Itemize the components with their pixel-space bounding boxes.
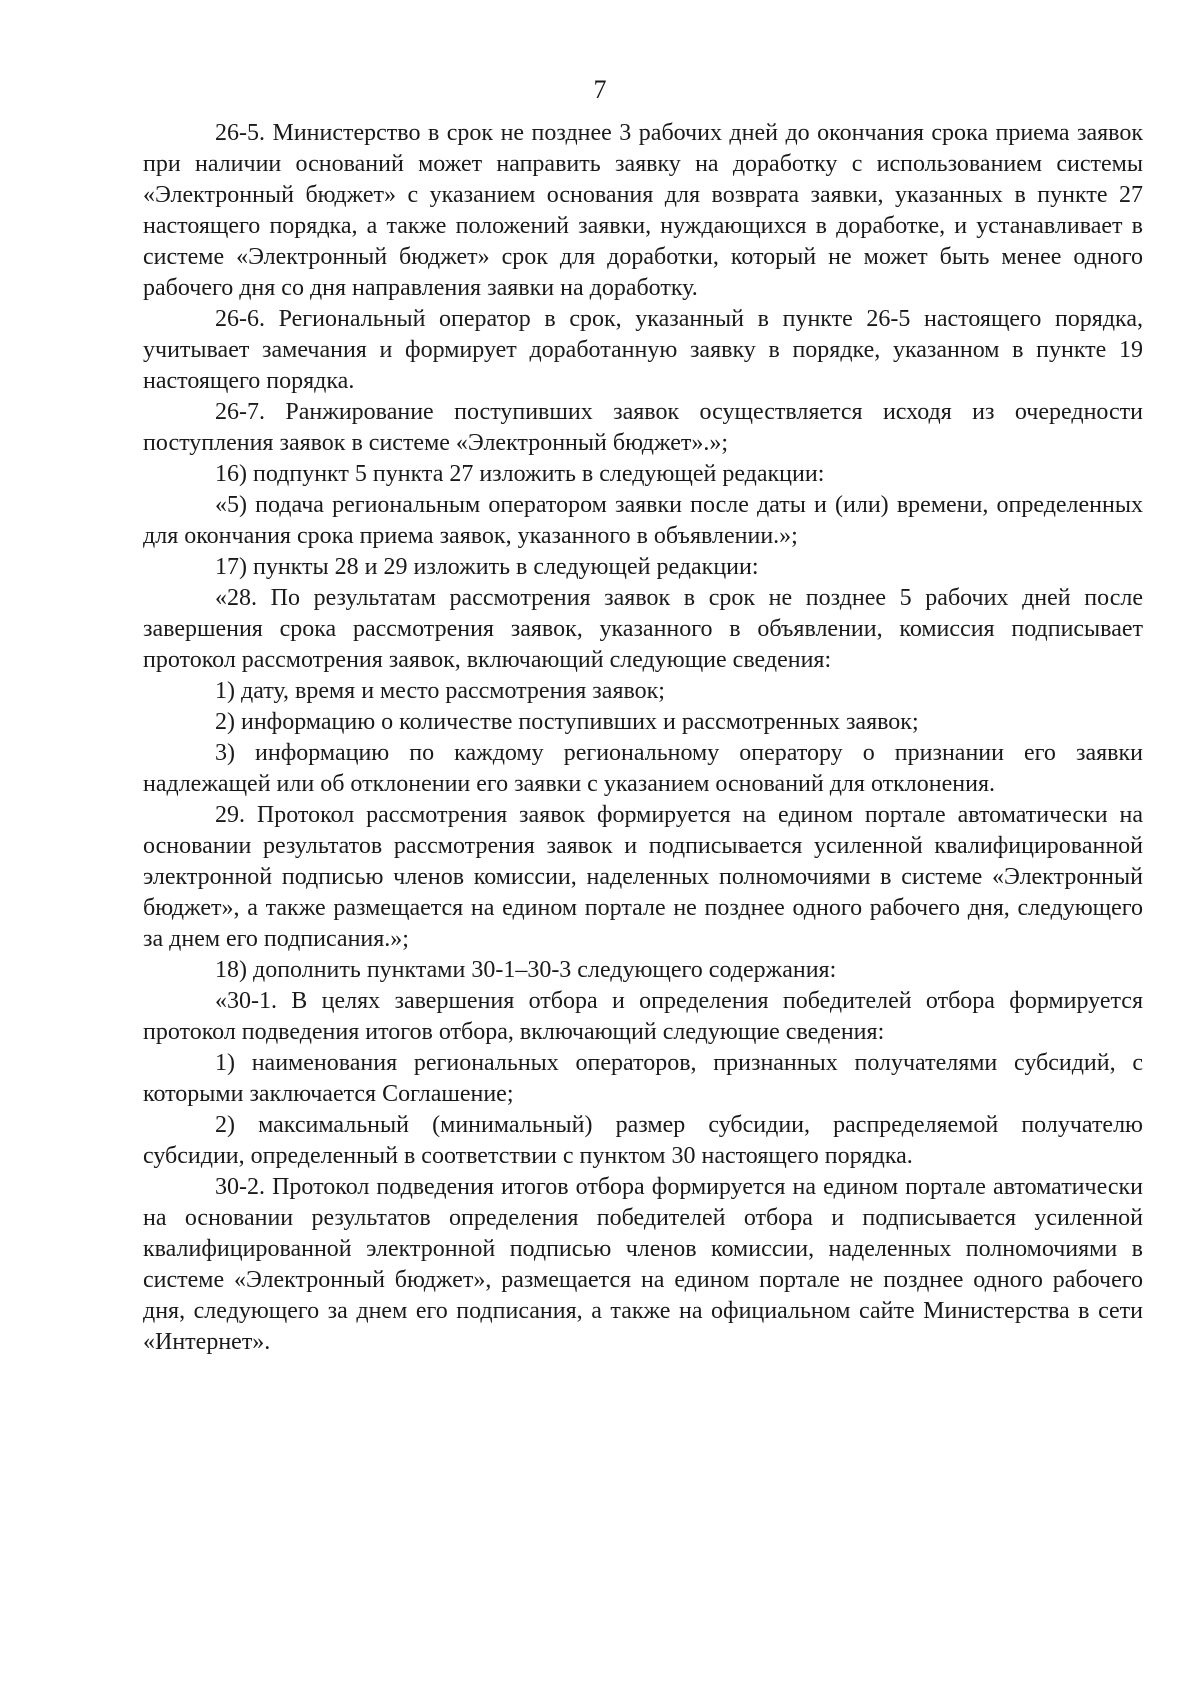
paragraph-30-1-item-2: 2) максимальный (минимальный) размер субсидии, распределяемой получателю субсидии, определенный в соответствии с пунктом 30 настоящего порядка. — [143, 1112, 1143, 1169]
paragraph-item-18: 18) дополнить пунктами 30-1–30-3 следующего содержания: — [215, 957, 837, 983]
document-body — [143, 118, 1143, 1358]
paragraph-26-7: 26-7. Ранжирование поступивших заявок осуществляется исходя из очередности поступления заявок в системе «Электронный бюджет».»; — [143, 399, 1143, 456]
paragraph-28-item-3: 3) информацию по каждому региональному оператору о признании его заявки надлежащей или об отклонении его заявки с указанием оснований для отклонения. — [143, 740, 1143, 797]
paragraph-28-item-1: 1) дату, время и место рассмотрения заявок; — [215, 678, 665, 704]
paragraph-subitem-5: «5) подача региональным оператором заявки после даты и (или) времени, определенных для окончания срока приема заявок, указанного в объявлении.»; — [143, 492, 1143, 549]
paragraph-30-2: 30-2. Протокол подведения итогов отбора формируется на едином портале автоматически на основании результатов определения победителей отбора и подписывается усиленной квалифицированной электронной подписью членов комиссии, наделенных полномочиями в системе «Электронный бюджет», размещается на едином портале не позднее одного рабочего дня, следующего за днем его подписания, а также на официальном сайте Министерства в сети «Интернет». — [143, 1174, 1143, 1355]
paragraph-29: 29. Протокол рассмотрения заявок формируется на едином портале автоматически на основании результатов рассмотрения заявок и подписывается усиленной квалифицированной электронной подписью членов комиссии, наделенных полномочиями в системе «Электронный бюджет», а также размещается на едином портале не позднее одного рабочего дня, следующего за днем его подписания.»; — [143, 802, 1143, 952]
paragraph-28: «28. По результатам рассмотрения заявок в срок не позднее 5 рабочих дней после завершения срока рассмотрения заявок, указанного в объявлении, комиссия подписывает протокол рассмотрения заявок, включающий следующие сведения: — [143, 585, 1143, 673]
paragraph-26-5: 26-5. Министерство в срок не позднее 3 рабочих дней до окончания срока приема заявок при наличии оснований может направить заявку на доработку с использованием системы «Электронный бюджет» с указанием основания для возврата заявки, указанных в пункте 27 настоящего порядка, а также положений заявки, нуждающихся в доработке, и устанавливает в системе «Электронный бюджет» срок для доработки, который не может быть менее одного рабочего дня со дня направления заявки на доработку. — [143, 120, 1143, 301]
paragraph-item-16: 16) подпункт 5 пункта 27 изложить в следующей редакции: — [215, 461, 825, 487]
page-number: 7 — [593, 75, 607, 104]
paragraph-26-6: 26-6. Региональный оператор в срок, указанный в пункте 26-5 настоящего порядка, учитывает замечания и формирует доработанную заявку в порядке, указанном в пункте 19 настоящего порядка. — [143, 306, 1143, 394]
paragraph-28-item-2: 2) информацию о количестве поступивших и рассмотренных заявок; — [215, 709, 919, 735]
paragraph-30-1-item-1: 1) наименования региональных операторов, признанных получателями субсидий, с которыми заключается Соглашение; — [143, 1050, 1143, 1107]
paragraph-30-1: «30-1. В целях завершения отбора и определения победителей отбора формируется протокол подведения итогов отбора, включающий следующие сведения: — [143, 988, 1143, 1045]
paragraph-item-17: 17) пункты 28 и 29 изложить в следующей редакции: — [215, 554, 759, 580]
